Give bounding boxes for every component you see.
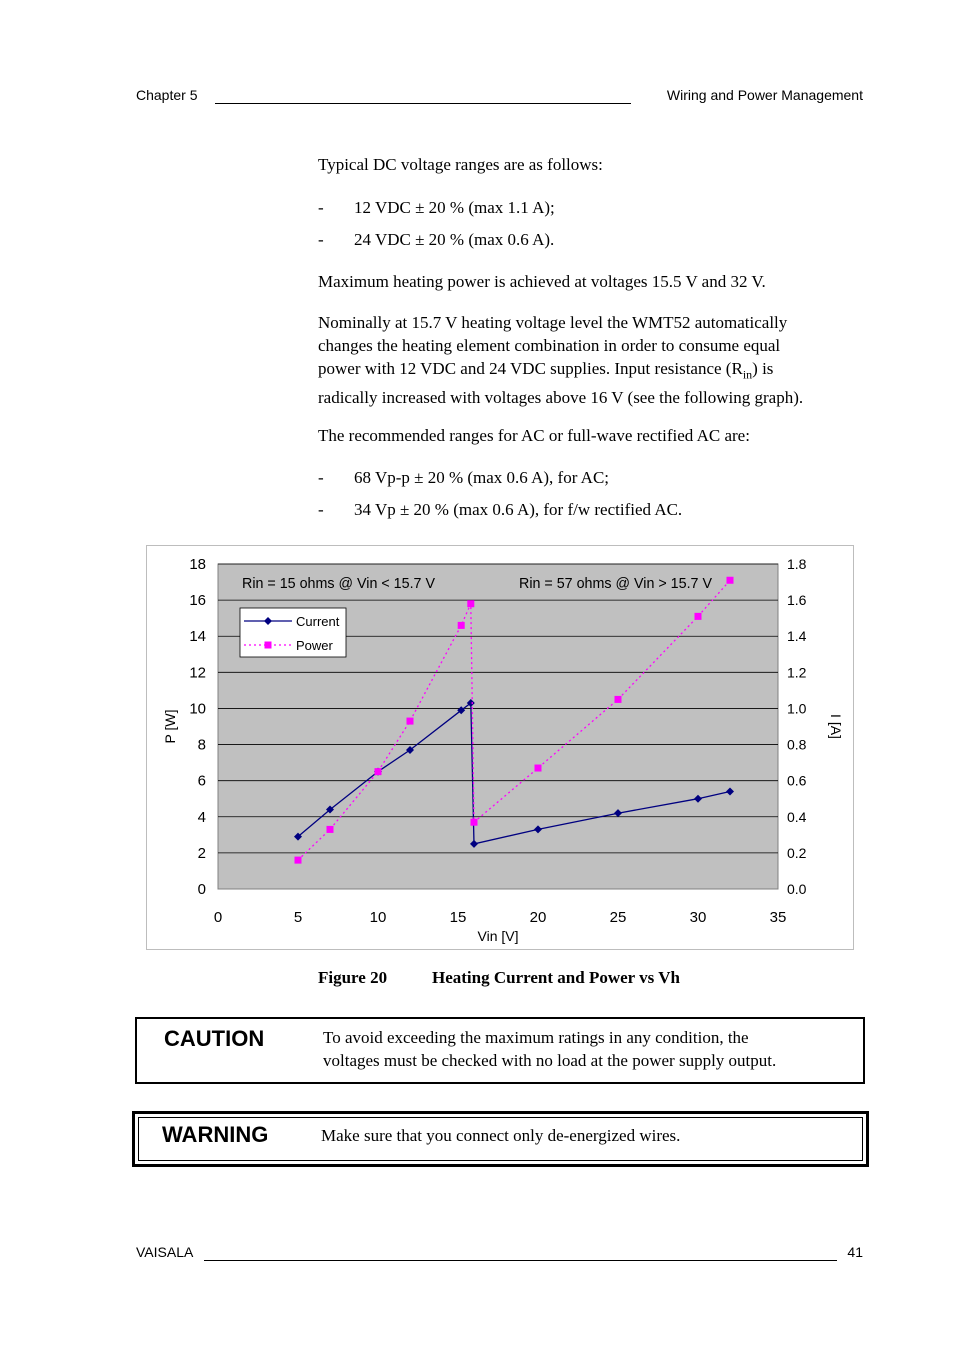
figure-title: Heating Current and Power vs Vh xyxy=(432,968,680,987)
y-tick-label-left: 8 xyxy=(197,736,206,754)
header-chapter: Chapter 5 xyxy=(136,87,198,103)
data-point-power xyxy=(295,857,302,864)
y-tick-label-left: 2 xyxy=(197,844,206,862)
caution-label: CAUTION xyxy=(164,1026,265,1051)
data-point-power xyxy=(458,622,465,629)
paragraph-nominal: Nominally at 15.7 V heating voltage level the WMT52 automatically changes the heating element combination in order to consume equal power with 12 VDC and 24 VDC supplies. Input resistance $(R_{in})$ is radically increased with voltages above 16 V (see the following graph). xyxy=(318,313,804,408)
y-tick-label-left: 10 xyxy=(189,700,206,718)
paragraph-max-heating: Maximum heating power is achieved at voltages 15.5 V and 32 V. xyxy=(318,272,766,291)
y-tick-label-right: 1.4 xyxy=(787,628,807,645)
y-tick-label-left: 4 xyxy=(197,808,206,826)
y-tick-label-left: 18 xyxy=(189,556,206,573)
data-point-power xyxy=(727,577,734,584)
data-point-power xyxy=(615,696,622,703)
y-tick-label-left: 0 xyxy=(197,881,206,898)
figure-caption xyxy=(318,968,680,988)
y-tick-label-right: 0.8 xyxy=(787,736,807,753)
data-point-power xyxy=(695,613,702,620)
data-point-power xyxy=(471,819,478,826)
data-point-power xyxy=(467,600,474,607)
x-tick-label: 5 xyxy=(293,909,303,926)
footer-company: VAISALA xyxy=(136,1244,194,1260)
x-axis-label: Vin [V] xyxy=(477,928,519,944)
legend-marker-power xyxy=(265,642,272,649)
header-section: Wiring and Power Management xyxy=(666,87,863,103)
annotation-rin-low: Rin = 15 ohms @ Vin < 15.7 V xyxy=(242,575,435,592)
x-tick-label: 10 xyxy=(369,909,387,926)
caution-box xyxy=(135,1017,865,1084)
x-tick-label: 0 xyxy=(213,909,223,926)
y-tick-label-left: 16 xyxy=(189,592,206,610)
x-tick-label: 30 xyxy=(689,909,707,926)
y-axis-label-right: I [A] xyxy=(828,714,844,739)
y-tick-label-left: 12 xyxy=(189,664,206,682)
caution-text: To avoid exceeding the maximum ratings in any condition, the voltages must be checked with no load at the power supply output. xyxy=(323,1028,777,1070)
y-tick-label-left: 14 xyxy=(189,628,206,646)
footer-rule xyxy=(204,1260,837,1261)
chart-frame xyxy=(146,545,854,950)
data-point-power xyxy=(327,826,334,833)
warning-text: Make sure that you connect only de-energized wires. xyxy=(321,1126,681,1145)
data-point-power xyxy=(535,765,542,772)
y-tick-label-right: 1.8 xyxy=(787,556,807,572)
y-tick-label-right: 1.0 xyxy=(787,700,807,717)
figure-number: Figure 20 xyxy=(318,968,388,987)
y-tick-label-right: 1.6 xyxy=(787,592,807,609)
legend-label-current: Current xyxy=(296,614,340,629)
data-point-power xyxy=(407,718,414,725)
legend-label-power: Power xyxy=(296,638,333,653)
y-tick-label-right: 0.2 xyxy=(787,844,807,861)
heating-chart xyxy=(147,546,853,949)
header-rule xyxy=(215,103,631,104)
annotation-rin-high: Rin = 57 ohms @ Vin > 15.7 V xyxy=(519,575,712,592)
paragraph-dc-intro: Typical DC voltage ranges are as follows: xyxy=(318,155,603,174)
y-tick-label-right: 0.4 xyxy=(787,808,807,825)
x-tick-label: 15 xyxy=(449,909,467,926)
warning-box xyxy=(132,1111,869,1167)
x-tick-label: 25 xyxy=(609,909,627,926)
y-axis-label-left: P [W] xyxy=(162,709,178,744)
data-point-power xyxy=(375,768,382,775)
y-tick-label-right: 0.0 xyxy=(787,881,807,897)
x-tick-label: 20 xyxy=(529,909,547,926)
paragraph-ac-intro: The recommended ranges for AC or full-wave rectified AC are: xyxy=(318,426,750,445)
footer-page-number: 41 xyxy=(847,1244,863,1260)
y-tick-label-left: 6 xyxy=(197,772,206,790)
warning-label: WARNING xyxy=(162,1122,269,1147)
y-tick-label-right: 0.6 xyxy=(787,772,807,789)
x-tick-label: 35 xyxy=(769,909,787,926)
y-tick-label-right: 1.2 xyxy=(787,664,807,681)
